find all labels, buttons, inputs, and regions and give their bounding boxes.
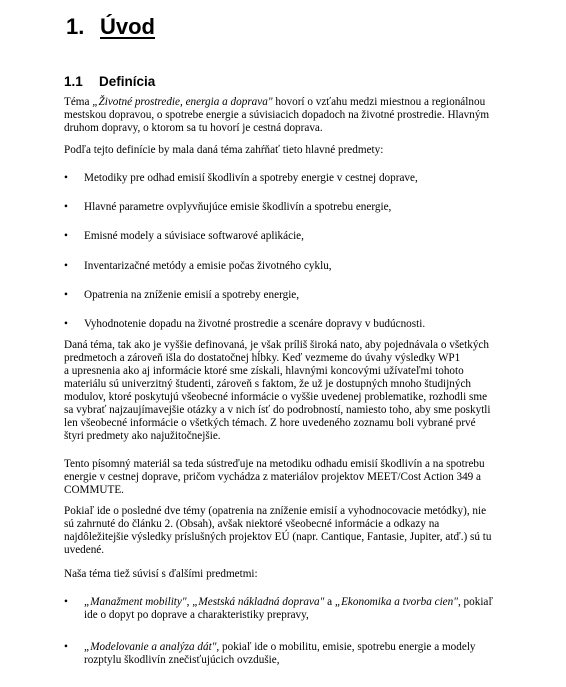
- list-item-text: Vyhodnotenie dopadu na životné prostredie a scenáre dopravy v budúcnosti.: [84, 318, 426, 330]
- list-item-text: Metodiky pre odhad emisií škodlivín a spotreby energie v cestnej doprave,: [84, 172, 418, 184]
- italic-term: „Životné prostredie, energia a doprava": [92, 96, 273, 108]
- section-heading: [64, 74, 155, 89]
- section-number: 1.1: [64, 74, 83, 89]
- paragraph-line: predmetoch a zároveň išla do dostatočnej hĺbky. Keď vezmeme do úvahy výsledky WP1: [64, 352, 461, 364]
- paragraph-line: Daná téma, tak ako je vyššie definovaná, je však príliš široká nato, aby pojednávala o všetkých: [64, 339, 489, 351]
- italic-term: „Mestská nákladná doprava": [192, 596, 325, 608]
- paragraph-line: len všeobecné informácie o všetkých témach. Z hore uvedeného zoznamu boli vybrané prvé: [64, 417, 476, 429]
- bullet-icon: •: [64, 289, 68, 301]
- bullet-icon: •: [64, 318, 68, 330]
- list-item-text: [84, 596, 493, 622]
- paragraph-line: sa vybrať najzaujímavejšie otázky a v nich ísť do podrobností, namiesto toho, aby sme poskytli: [64, 404, 491, 416]
- bullet-icon: •: [64, 230, 68, 242]
- paragraph-line: Naša téma tiež súvisí s ďalšími predmetmi:: [64, 568, 258, 580]
- paragraph-line: mestskou dopravou, o spotrebe energie a súvisiacich dopadoch na životné prostredie. Hlavným: [64, 109, 490, 121]
- text-span: , pokiaľ ide o mobilitu, emisie, spotrebu energie a modely: [216, 641, 476, 653]
- list-item-line: ide o dopyt po doprave a charakteristiky prepravy,: [84, 609, 309, 621]
- paragraph-line: štyri predmety ako najužitočnejšie.: [64, 430, 221, 442]
- bullet-icon: •: [64, 641, 68, 653]
- list-item-text: Hlavné parametre ovplyvňujúce emisie škodlivín a spotrebu energie,: [84, 201, 392, 213]
- list-item-text: Inventarizačné metódy a emisie počas životného cyklu,: [84, 260, 332, 272]
- bullet-icon: •: [64, 201, 68, 213]
- list-item-text: Opatrenia na zníženie emisií a spotreby energie,: [84, 289, 300, 301]
- bullet-icon: •: [64, 260, 68, 272]
- bullet-icon: •: [64, 172, 68, 184]
- paragraph-line: [64, 96, 534, 109]
- text-span: Téma: [64, 96, 93, 108]
- list-item-text: Emisné modely a súvisiace softwarové aplikácie,: [84, 230, 304, 242]
- paragraph-line: sú zahrnuté do článku 2. (Obsah), avšak niektoré všeobecné informácie a odkazy na: [64, 518, 440, 530]
- text-span: hovorí o vzťahu medzi miestnou a regionálnou: [272, 96, 486, 108]
- list-item-line: [84, 596, 493, 609]
- paragraph-related-intro: [64, 568, 534, 581]
- chapter-heading: [66, 14, 155, 40]
- bullet-icon: •: [64, 596, 68, 608]
- list-item-line: rozptylu škodlivín znečisťujúcich ovzdušie,: [84, 654, 280, 666]
- text-span: ,: [186, 596, 193, 608]
- chapter-number: 1.: [66, 14, 85, 39]
- paragraph-line: energie v cestnej doprave, pričom vychádza z materiálov projektov MEET/Cost Action 349 a: [64, 471, 482, 483]
- paragraph-line: materiálu sú univerzitný študenti, zároveň s faktom, že už je dostupných mnoho študijných: [64, 378, 472, 390]
- text-span: a: [324, 596, 335, 608]
- text-span: , pokiaľ: [457, 596, 493, 608]
- italic-term: „Ekonomika a tvorba cien": [334, 596, 458, 608]
- paragraph-line: uvedené.: [64, 544, 105, 556]
- paragraph-line: Tento písomný materiál sa teda sústreďuje na metodiku odhadu emisií škodlivín a na spotrebu: [64, 458, 485, 470]
- paragraph-line: Podľa tejto definície by mala daná téma zahŕňať tieto hlavné predmety:: [64, 144, 384, 156]
- italic-term: „Manažment mobility": [84, 596, 187, 608]
- paragraph-other-topics: [64, 505, 534, 557]
- paragraph-scope: [64, 339, 534, 443]
- paragraph-line: COMMUTE.: [64, 484, 124, 496]
- list-item-text: [84, 641, 476, 667]
- italic-term: „Modelovanie a analýza dát": [84, 641, 217, 653]
- section-title: Definícia: [99, 74, 156, 89]
- paragraph-line: Pokiaľ ide o posledné dve témy (opatrenia na zníženie emisií a vyhodnocovacie metódky), nie: [64, 505, 487, 517]
- list-item-line: [84, 641, 476, 654]
- chapter-title: Úvod: [100, 14, 155, 39]
- paragraph-line: druhom dopravy, o ktorom sa tu hovorí je cestná doprava.: [64, 122, 323, 134]
- paragraph-definition: [64, 96, 534, 135]
- paragraph-line: modulov, ktoré poskytujú všeobecné informácie o vyššie uvedenej problematike, rozhodli sme: [64, 391, 488, 403]
- paragraph-focus: [64, 458, 534, 497]
- paragraph-intro-list: [64, 144, 534, 157]
- paragraph-line: a upresnenia ako aj informácie ktoré sme získali, hlavnými koncovými užívateľmi tohoto: [64, 365, 464, 377]
- paragraph-line: najdôležitejšie výsledky príslušných projektov EÚ (napr. Cantique, Fantasie, Jupiter, atď.) sú tu: [64, 531, 492, 543]
